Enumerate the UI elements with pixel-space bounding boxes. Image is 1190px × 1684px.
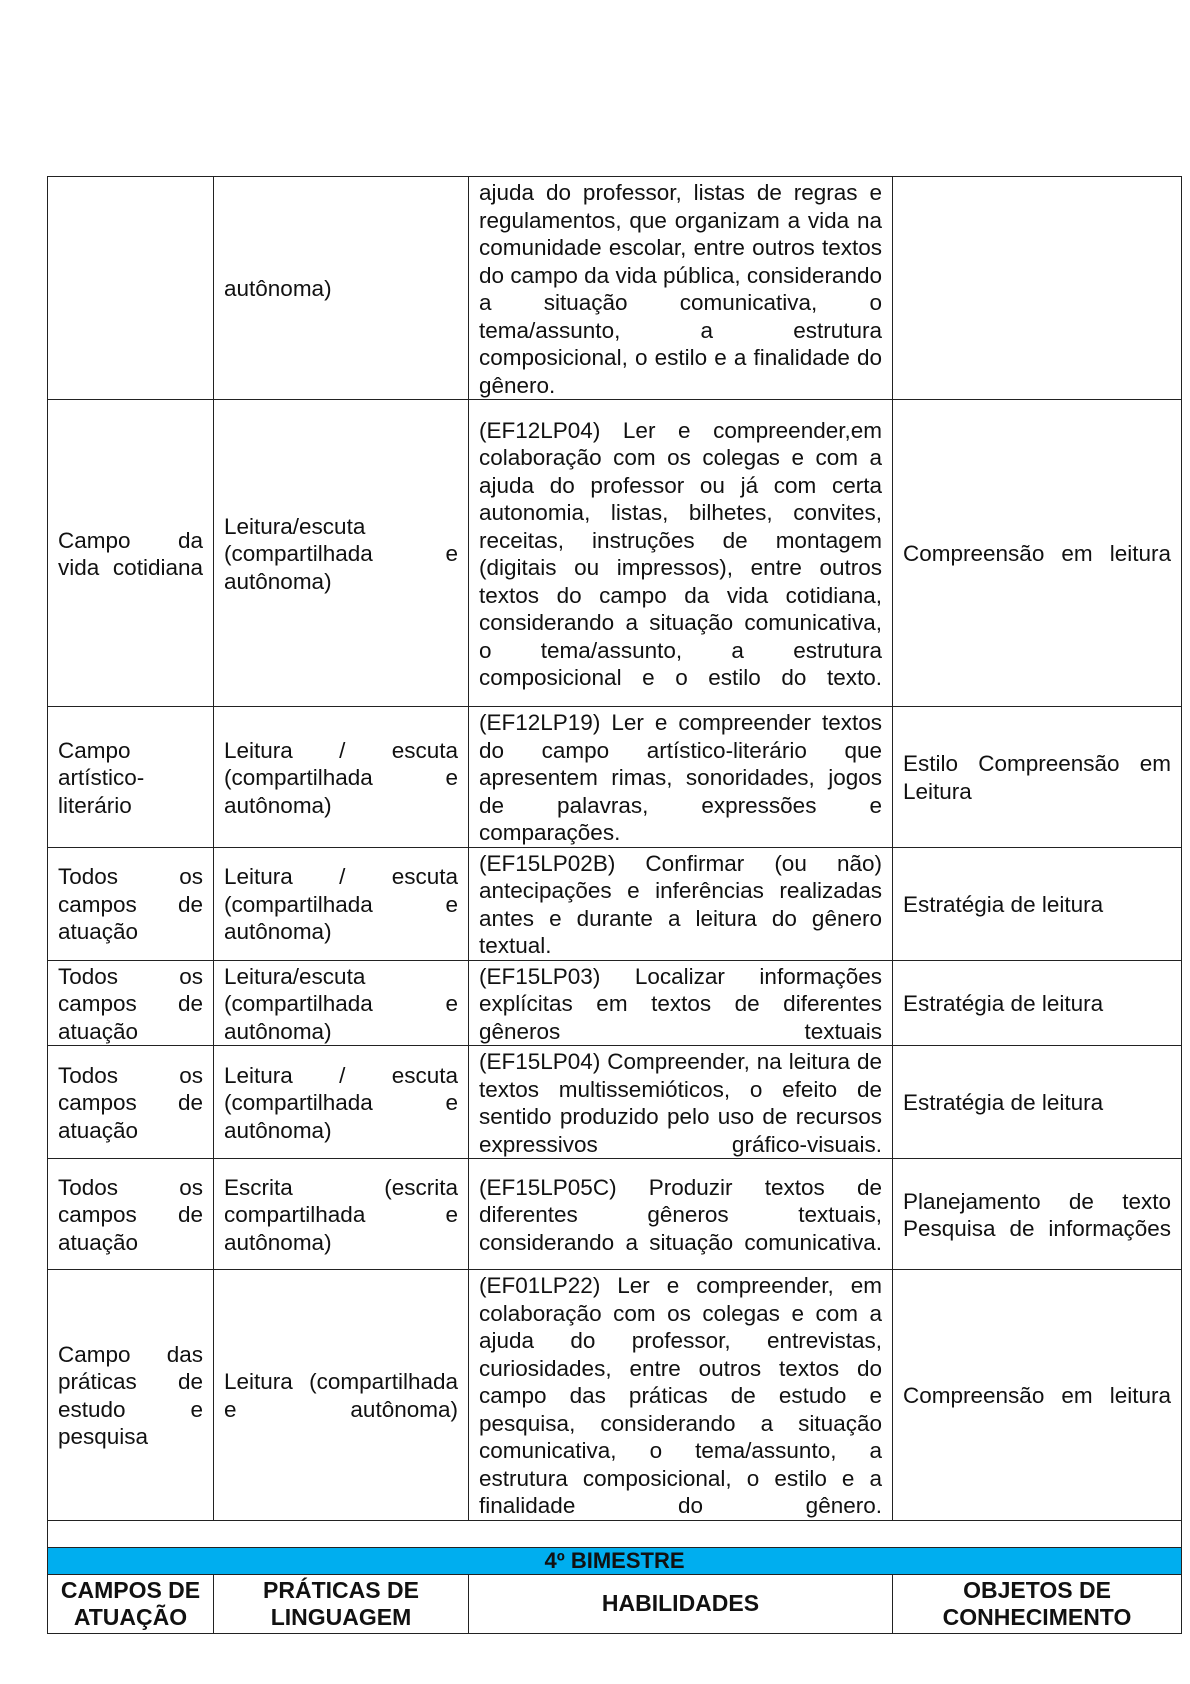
campo-cell: Campo das práticas de estudo e pesquisa <box>48 1270 214 1521</box>
spacer-row <box>48 1520 1182 1547</box>
pratica-cell: Leitura / escuta (compartilhada e autônoma) <box>214 1046 469 1159</box>
table-row <box>48 400 1182 707</box>
table-row <box>48 1270 1182 1521</box>
table-row <box>48 960 1182 1046</box>
objeto-cell: Estratégia de leitura <box>893 1046 1182 1159</box>
objeto-cell <box>893 177 1182 400</box>
bimestre-title: 4º BIMESTRE <box>48 1547 1182 1574</box>
table-row <box>48 177 1182 400</box>
pratica-cell: autônoma) <box>214 177 469 400</box>
pratica-cell: Leitura/escuta (compartilhada e autônoma) <box>214 400 469 707</box>
pratica-cell: Leitura (compartilhada e autônoma) <box>214 1270 469 1521</box>
header-habilidades: HABILIDADES <box>469 1574 893 1633</box>
bimestre-banner <box>48 1547 1182 1574</box>
curriculum-table <box>47 176 1182 1634</box>
campo-cell: Todos os campos de atuação <box>48 847 214 960</box>
spacer-cell <box>48 1520 1182 1547</box>
campo-cell: Campo artístico-literário <box>48 707 214 848</box>
table-row <box>48 1046 1182 1159</box>
campo-cell: Campo da vida cotidiana <box>48 400 214 707</box>
habilidade-cell: (EF12LP19) Ler e compreender textos do campo artístico-literário que apresentem rimas, sonoridades, jogos de palavras, expressões e comparações. <box>469 707 893 848</box>
habilidade-cell: ajuda do professor, listas de regras e regulamentos, que organizam a vida na comunidade escolar, entre outros textos do campo da vida pública, considerando a situação comunicativa, o tema/assunto, a estrutura composicional, o estilo e a finalidade do gênero. <box>469 177 893 400</box>
habilidade-cell: (EF15LP04) Compreender, na leitura de textos multissemióticos, o efeito de sentido produzido pelo uso de recursos expressivos gráfico-visuais. <box>469 1046 893 1159</box>
table-row <box>48 1159 1182 1270</box>
objeto-cell: Compreensão em leitura <box>893 1270 1182 1521</box>
campo-cell: Todos os campos de atuação <box>48 1046 214 1159</box>
table-row <box>48 847 1182 960</box>
habilidade-cell: (EF15LP03) Localizar informações explícitas em textos de diferentes gêneros textuais <box>469 960 893 1046</box>
header-praticas: PRÁTICAS DE LINGUAGEM <box>214 1574 469 1633</box>
habilidade-cell: (EF15LP02B) Confirmar (ou não) antecipações e inferências realizadas antes e durante a leitura do gênero textual. <box>469 847 893 960</box>
pratica-cell: Escrita (escrita compartilhada e autônoma) <box>214 1159 469 1270</box>
campo-cell: Todos os campos de atuação <box>48 960 214 1046</box>
header-campos: CAMPOS DE ATUAÇÃO <box>48 1574 214 1633</box>
campo-cell: Todos os campos de atuação <box>48 1159 214 1270</box>
habilidade-cell: (EF12LP04) Ler e compreender,em colaboração com os colegas e com a ajuda do professor ou já com certa autonomia, listas, bilhetes, convites, receitas, instruções de montagem (digitais ou impressos), entre outros textos do campo da vida cotidiana, considerando a situação comunicativa, o tema/assunto, a estrutura composicional e o estilo do texto. <box>469 400 893 707</box>
table-row <box>48 707 1182 848</box>
campo-cell <box>48 177 214 400</box>
objeto-cell: Estratégia de leitura <box>893 960 1182 1046</box>
habilidade-cell: (EF15LP05C) Produzir textos de diferentes gêneros textuais, considerando a situação comunicativa. <box>469 1159 893 1270</box>
table-header-row <box>48 1574 1182 1633</box>
pratica-cell: Leitura/escuta (compartilhada e autônoma) <box>214 960 469 1046</box>
objeto-cell: Estratégia de leitura <box>893 847 1182 960</box>
header-objetos: OBJETOS DE CONHECIMENTO <box>893 1574 1182 1633</box>
pratica-cell: Leitura / escuta (compartilhada e autônoma) <box>214 847 469 960</box>
objeto-cell: Planejamento de texto Pesquisa de informações <box>893 1159 1182 1270</box>
objeto-cell: Estilo Compreensão em Leitura <box>893 707 1182 848</box>
objeto-cell: Compreensão em leitura <box>893 400 1182 707</box>
pratica-cell: Leitura / escuta (compartilhada e autônoma) <box>214 707 469 848</box>
habilidade-cell: (EF01LP22) Ler e compreender, em colaboração com os colegas e com a ajuda do professor, entrevistas, curiosidades, entre outros textos do campo das práticas de estudo e pesquisa, considerando a situação comunicativa, o tema/assunto, a estrutura composicional, o estilo e a finalidade do gênero. <box>469 1270 893 1521</box>
